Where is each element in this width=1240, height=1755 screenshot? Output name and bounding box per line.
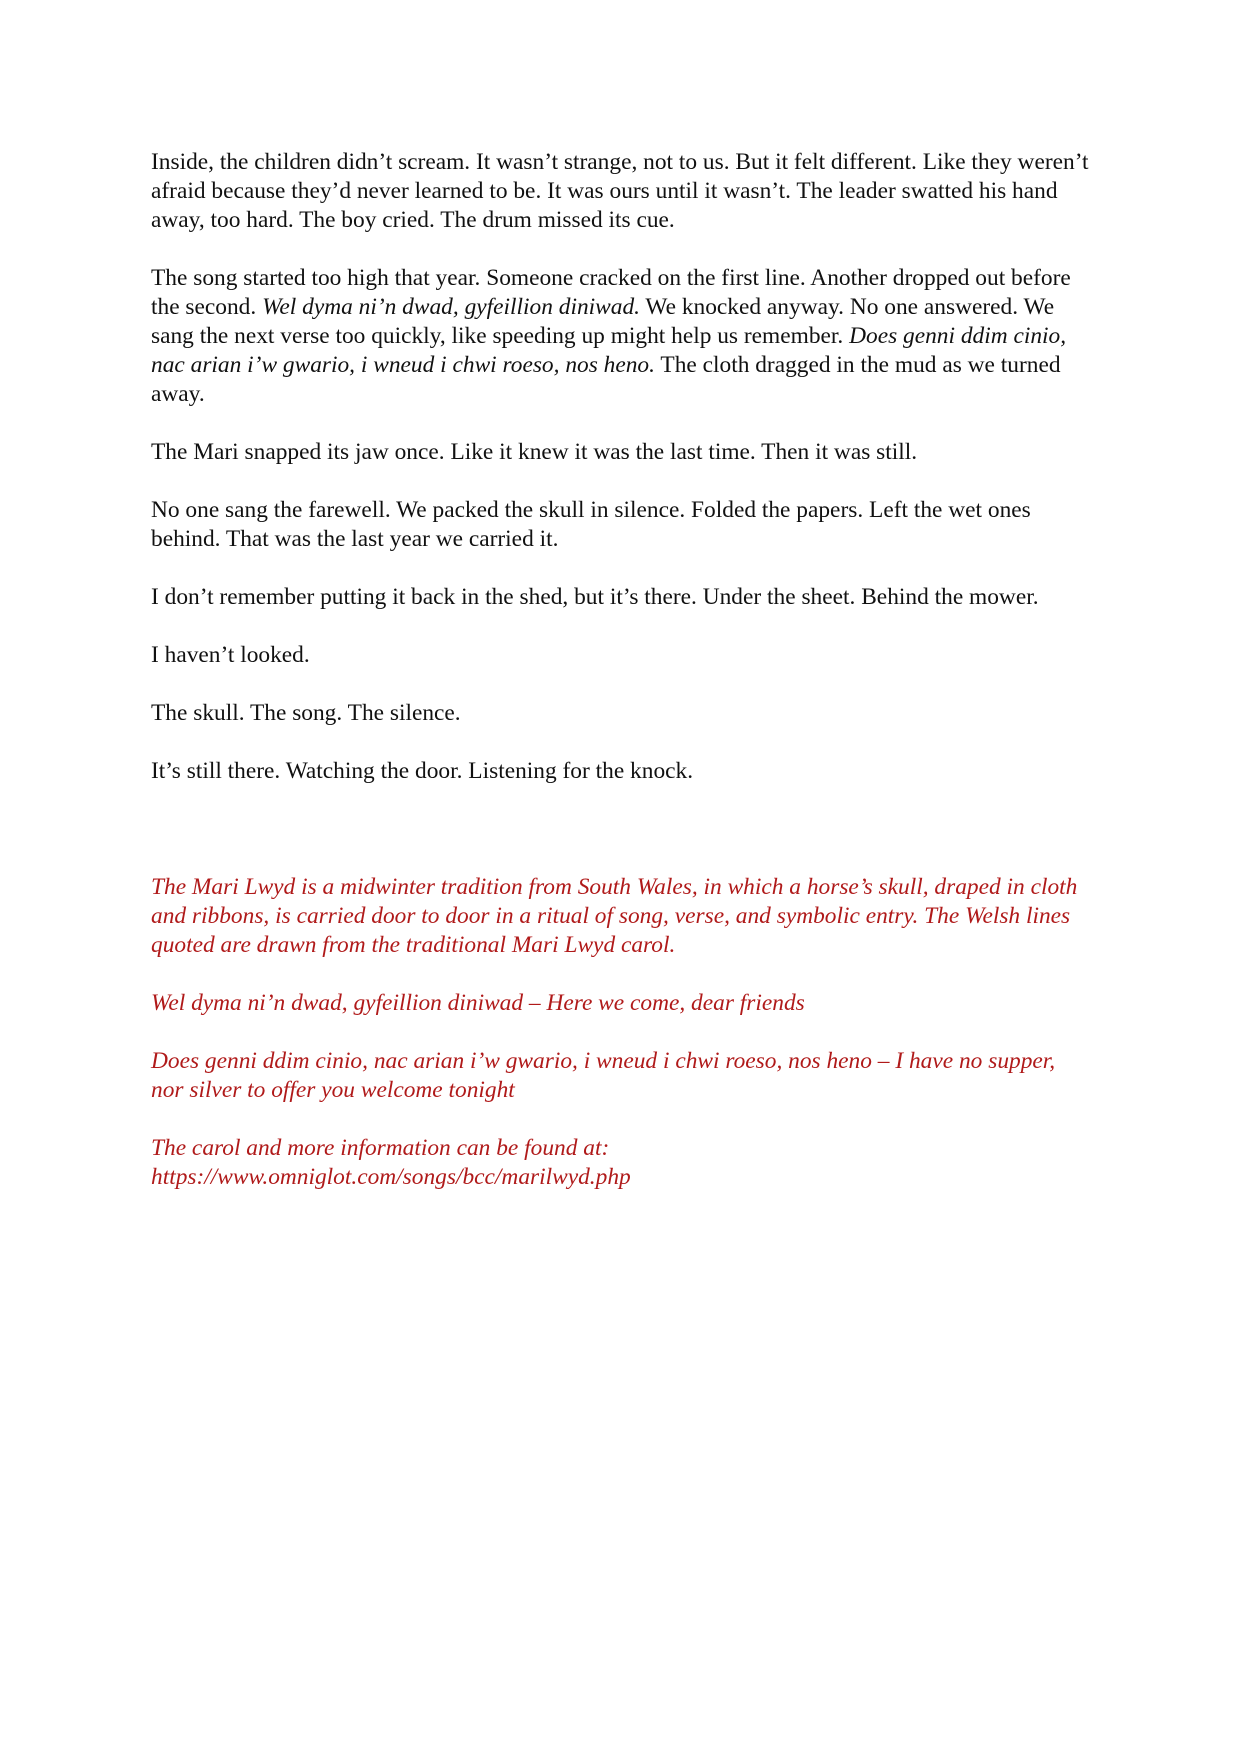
story-paragraph-7: The skull. The song. The silence. [151, 700, 461, 726]
story-paragraph-6: I haven’t looked. [151, 642, 310, 668]
story-paragraph-3: The Mari snapped its jaw once. Like it knew it was the last time. Then it was still. [151, 439, 918, 465]
section-spacer [151, 815, 1091, 873]
story-paragraph-2-part-a: The song started too high that year. Someone cracked on the first line. Another dropped out before the second. [151, 265, 1071, 320]
document-page [151, 148, 1091, 1221]
note-source-label: The carol and more information can be found at: [151, 1135, 610, 1161]
story-paragraph-2 [151, 264, 1091, 409]
story-paragraph-2-part-c: The cloth dragged in the mud as we turned away. [151, 352, 1061, 407]
welsh-line-2: Does genni ddim cinio, nac arian i’w gwario, i wneud i chwi roeso, nos heno. [151, 323, 1067, 378]
story-paragraph-2-part-b: We knocked anyway. No one answered. We sang the next verse too quickly, like speeding up might help us remember. [151, 294, 1055, 349]
note-paragraph-1: The Mari Lwyd is a midwinter tradition from South Wales, in which a horse’s skull, draped in cloth and ribbons, is carried door to door in a ritual of song, verse, and symbolic entry. The Welsh lines quoted are drawn from the traditional Mari Lwyd carol. [151, 874, 1078, 958]
story-paragraph-5: I don’t remember putting it back in the shed, but it’s there. Under the sheet. Behind the mower. [151, 584, 1039, 610]
note-paragraph-2: Wel dyma ni’n dwad, gyfeillion diniwad – Here we come, dear friends [151, 990, 805, 1016]
story-paragraph-1: Inside, the children didn’t scream. It wasn’t strange, not to us. But it felt different. Like they weren’t afraid because they’d never learned to be. It was ours until it wasn’t. The leader swatted his hand away, too hard. The boy cried. The drum missed its cue. [151, 149, 1089, 233]
story-paragraph-4: No one sang the farewell. We packed the skull in silence. Folded the papers. Left the wet ones behind. That was the last year we carried it. [151, 497, 1031, 552]
note-paragraph-4 [151, 1134, 1091, 1192]
story-paragraph-8: It’s still there. Watching the door. Listening for the knock. [151, 758, 694, 784]
note-paragraph-3: Does genni ddim cinio, nac arian i’w gwario, i wneud i chwi roeso, nos heno – I have no supper, nor silver to offer you welcome tonight [151, 1048, 1056, 1103]
welsh-line-1: Wel dyma ni’n dwad, gyfeillion diniwad. [262, 294, 640, 320]
source-link[interactable]: https://www.omniglot.com/songs/bcc/marilwyd.php [151, 1164, 631, 1190]
